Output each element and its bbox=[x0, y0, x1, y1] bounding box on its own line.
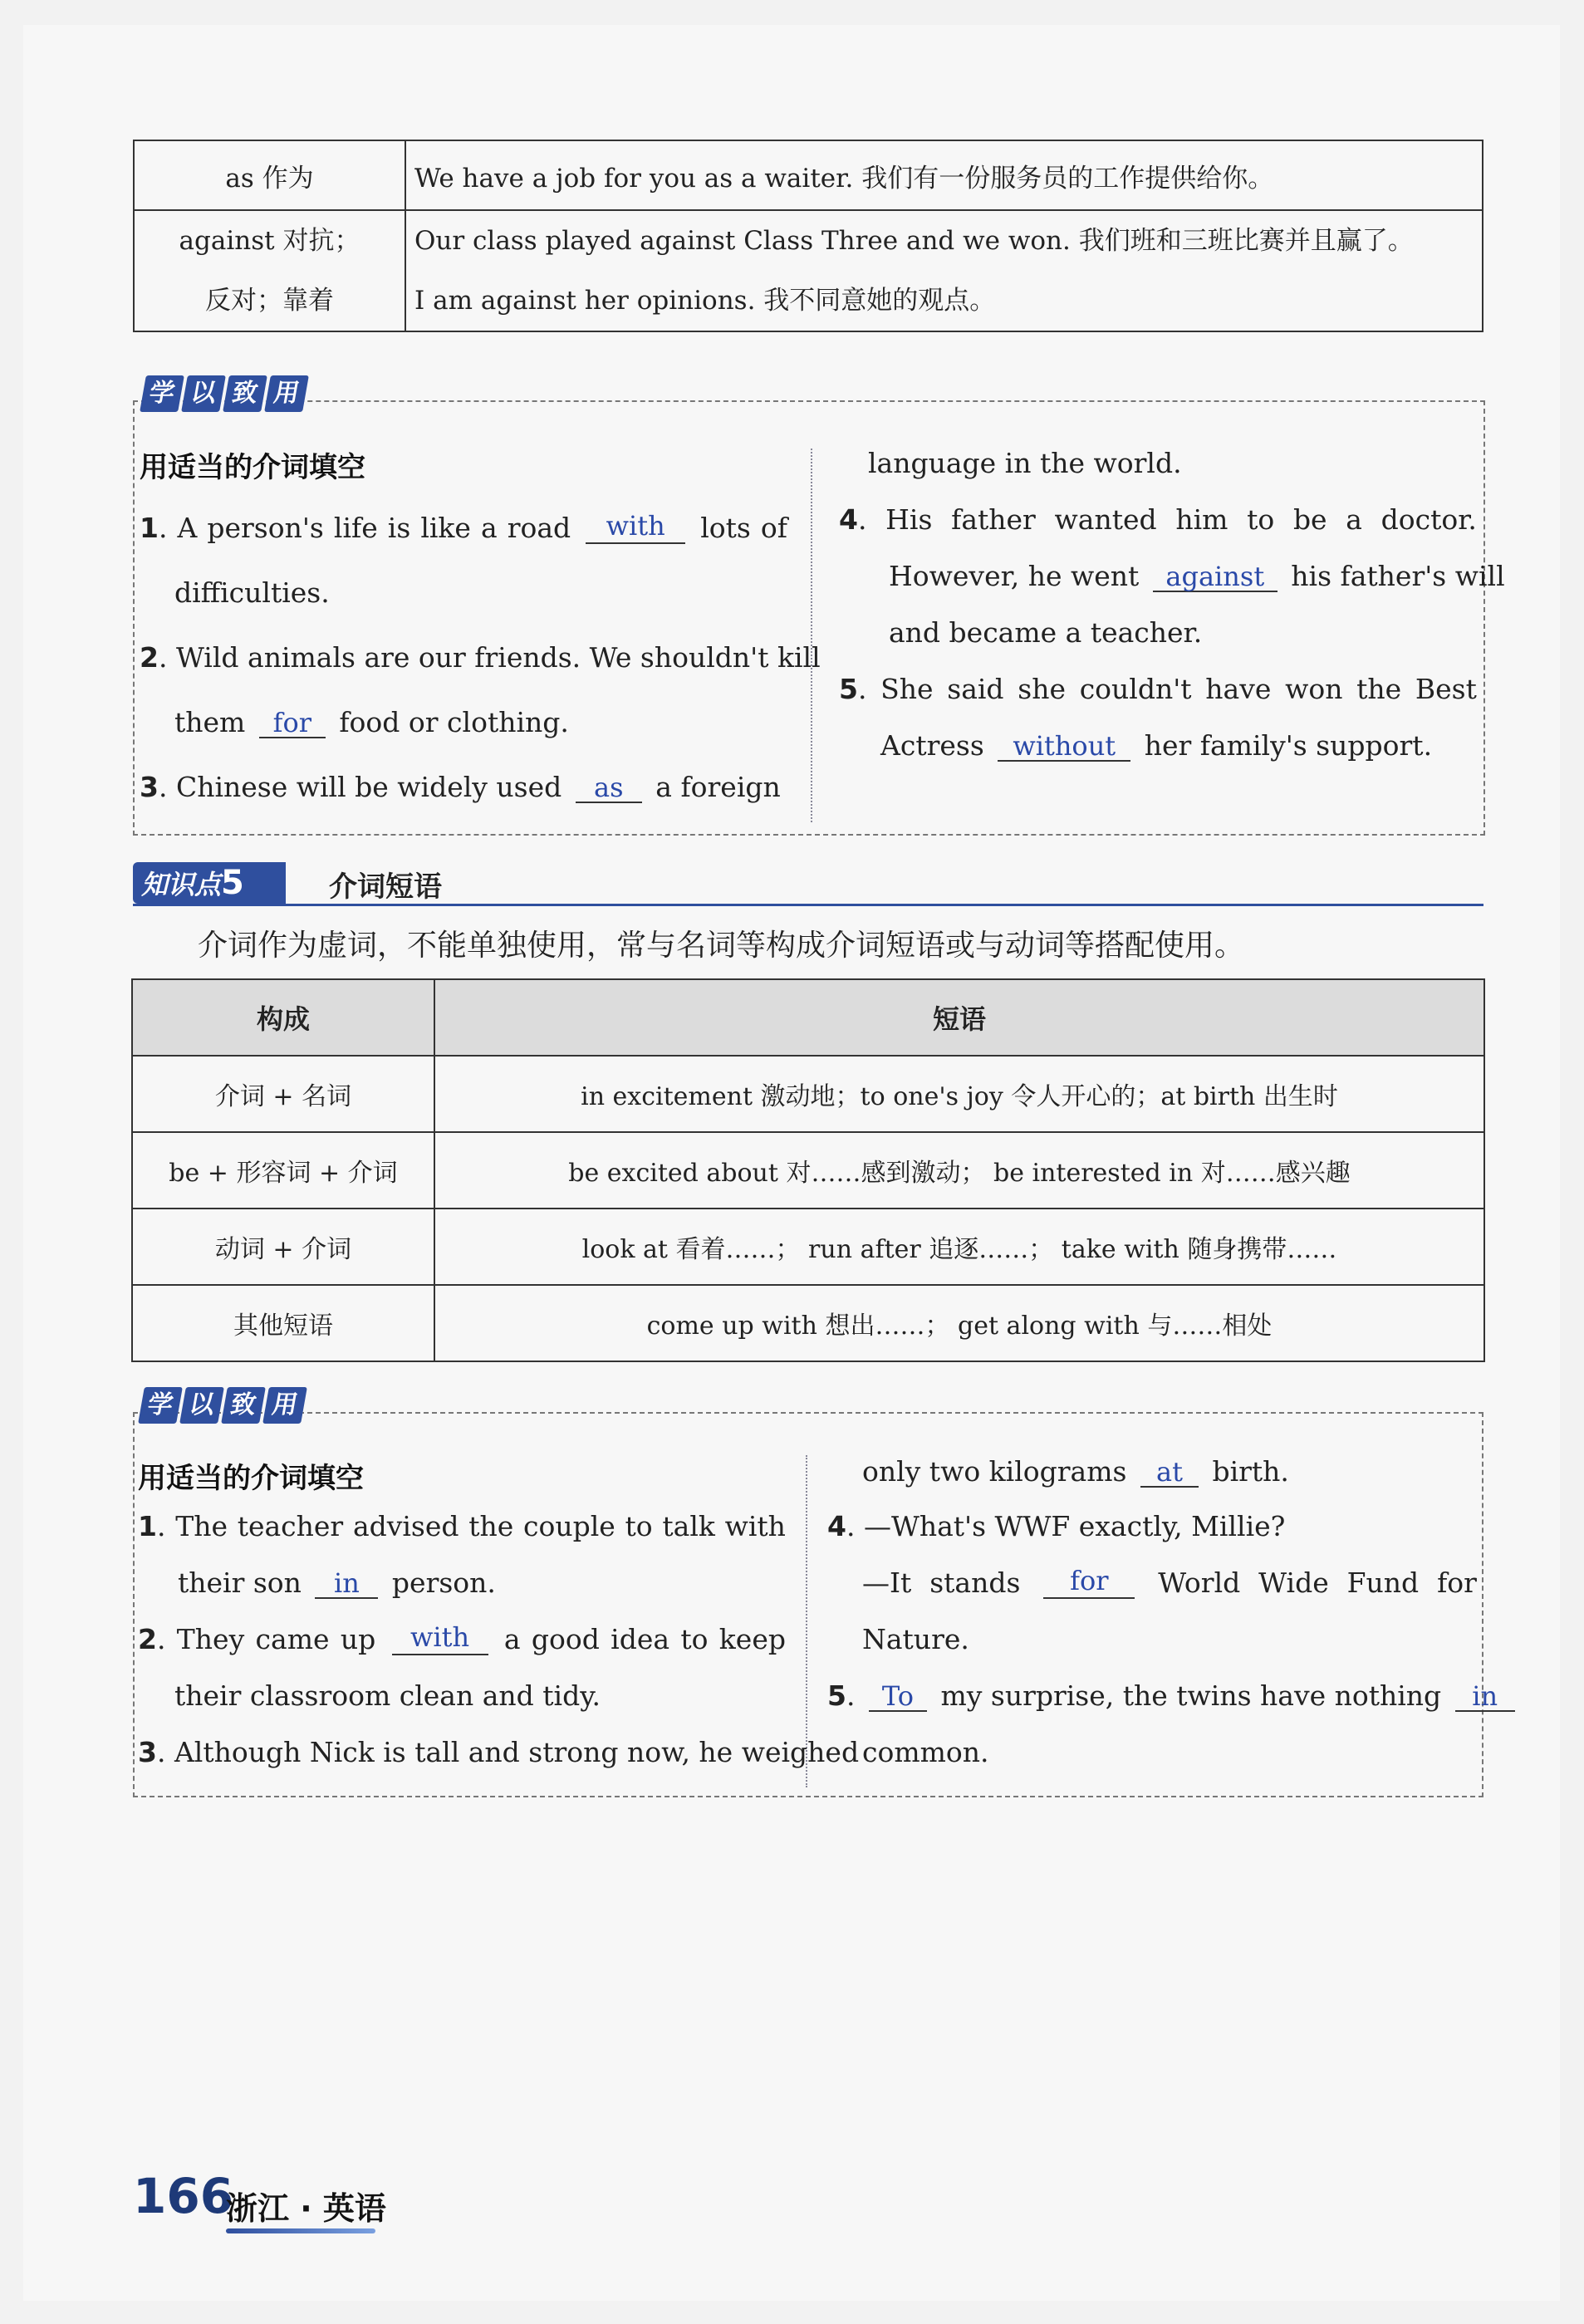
footer-title: 浙江 · 英语 bbox=[226, 2190, 386, 2227]
answer-blank[interactable]: for bbox=[1043, 1566, 1135, 1599]
question-2: 2. They came up with a good idea to keep bbox=[138, 1621, 786, 1655]
word: the bbox=[468, 1510, 514, 1542]
practice-badge bbox=[141, 1387, 304, 1424]
phrase-cell: come up with 想出……； get along with 与……相处 bbox=[434, 1285, 1484, 1361]
word: be bbox=[1292, 503, 1327, 536]
word: to bbox=[680, 1623, 709, 1655]
table-row bbox=[134, 140, 1483, 210]
question-text: —What's WWF exactly, Millie? bbox=[863, 1510, 1286, 1542]
word: His bbox=[885, 503, 933, 536]
question-3: 3. Although Nick is tall and strong now, he weighed bbox=[138, 1736, 860, 1768]
page-number: 166 bbox=[133, 2168, 234, 2224]
word: Best bbox=[1415, 673, 1477, 705]
question-number: 3 bbox=[138, 1736, 157, 1768]
answer-blank[interactable]: To bbox=[869, 1682, 927, 1712]
structure-cell: 其他短语 bbox=[132, 1285, 434, 1361]
question-4-line-2 bbox=[862, 1566, 1477, 1599]
example-line: I am against her opinions. 我不同意她的观点。 bbox=[414, 286, 996, 316]
question-1-line-2 bbox=[178, 1566, 496, 1599]
question-continuation: Nature. bbox=[862, 1623, 969, 1655]
answer-blank[interactable]: without bbox=[998, 732, 1130, 762]
word: to bbox=[625, 1510, 653, 1542]
word: good bbox=[531, 1623, 600, 1655]
question-text: food or clothing. bbox=[339, 706, 569, 738]
word: doctor. bbox=[1380, 503, 1477, 536]
answer-blank[interactable]: for bbox=[259, 708, 326, 738]
structure-cell: be + 形容词 + 介词 bbox=[132, 1132, 434, 1209]
table-row bbox=[132, 1132, 1484, 1209]
answer-blank[interactable]: against bbox=[1153, 562, 1277, 592]
knowledge-point-badge bbox=[133, 862, 286, 904]
example-cell bbox=[405, 210, 1483, 331]
word: of bbox=[760, 512, 787, 544]
phrase-cell: look at 看着……； run after 追逐……； take with 随身携带…… bbox=[434, 1209, 1484, 1285]
example-line: Our class played against Class Three and we won. 我们班和三班比赛并且赢了。 bbox=[414, 226, 1414, 256]
question-4: 4. His father wanted him to be a doctor. bbox=[839, 503, 1477, 536]
table-row bbox=[132, 1056, 1484, 1132]
question-4-line-2 bbox=[889, 560, 1505, 592]
table-header-row bbox=[132, 979, 1484, 1056]
word: life bbox=[333, 512, 378, 544]
question-text: However, he went bbox=[889, 560, 1140, 592]
question-5: 5. To my surprise, the twins have nothing in bbox=[827, 1679, 1520, 1712]
word-cell bbox=[134, 210, 405, 331]
example-cell: We have a job for you as a waiter. 我们有一份服务员的工作提供给你。 bbox=[405, 140, 1483, 210]
phrase-cell: be excited about 对……感到激动； be interested in 对……感兴趣 bbox=[434, 1132, 1484, 1209]
knowledge-point-intro: 介词作为虚词，不能单独使用，常与名词等构成介词短语或与动词等搭配使用。 bbox=[198, 929, 1245, 963]
word: father bbox=[951, 503, 1036, 536]
word: talk bbox=[662, 1510, 715, 1542]
column-header: 构成 bbox=[132, 979, 434, 1056]
question-text: person. bbox=[391, 1566, 496, 1599]
question-continuation: language in the world. bbox=[868, 447, 1182, 479]
word: came bbox=[255, 1623, 330, 1655]
question-text: birth. bbox=[1212, 1455, 1289, 1488]
answer-blank[interactable]: with bbox=[586, 512, 685, 544]
question-number: 4 bbox=[827, 1510, 846, 1542]
answer-blank[interactable]: with bbox=[392, 1623, 488, 1655]
question-5: 5. She said she couldn't have won the Best bbox=[839, 673, 1477, 705]
column-divider bbox=[811, 449, 812, 822]
column-header: 短语 bbox=[434, 979, 1484, 1056]
word: A bbox=[177, 512, 198, 544]
knowledge-point-number: 5 bbox=[221, 864, 244, 902]
table-row bbox=[134, 210, 1483, 331]
question-2-line-2 bbox=[174, 706, 569, 738]
word-line: 反对；靠着 bbox=[205, 286, 334, 316]
word: a bbox=[481, 512, 498, 544]
word: wanted bbox=[1054, 503, 1157, 536]
phrase-table bbox=[131, 978, 1485, 1362]
word: the bbox=[1356, 673, 1402, 705]
word: like bbox=[420, 512, 471, 544]
word: keep bbox=[718, 1623, 786, 1655]
exercise-title: 用适当的介词填空 bbox=[140, 451, 365, 484]
word: stands bbox=[929, 1566, 1021, 1599]
question-text: their son bbox=[178, 1566, 302, 1599]
question-text: Although Nick is tall and strong now, he weighed bbox=[174, 1736, 860, 1768]
question-1: 1. A person's life is like a road with lots of bbox=[140, 510, 787, 544]
badge-char: 学 bbox=[140, 375, 184, 412]
phrase-cell: in excitement 激动地；to one's joy 令人开心的；at birth 出生时 bbox=[434, 1056, 1484, 1132]
word: idea bbox=[611, 1623, 670, 1655]
word: couldn't bbox=[1079, 673, 1192, 705]
question-number: 2 bbox=[140, 641, 159, 674]
word: won bbox=[1285, 673, 1343, 705]
word: said bbox=[947, 673, 1004, 705]
word: is bbox=[387, 512, 411, 544]
footer-underline bbox=[226, 2228, 375, 2233]
question-text: Chinese will be widely used bbox=[175, 771, 562, 803]
question-text: them bbox=[174, 706, 246, 738]
badge-char: 致 bbox=[223, 375, 267, 412]
word: lots bbox=[700, 512, 751, 544]
answer-blank[interactable]: in bbox=[315, 1569, 378, 1599]
table-row bbox=[132, 1209, 1484, 1285]
question-number: 5 bbox=[827, 1679, 846, 1712]
word: him bbox=[1175, 503, 1228, 536]
question-text: Actress bbox=[880, 729, 984, 762]
question-text: Wild animals are our friends. We shouldn't kill bbox=[175, 641, 821, 674]
word: —It bbox=[862, 1566, 912, 1599]
answer-blank[interactable]: in bbox=[1455, 1682, 1515, 1712]
badge-char: 学 bbox=[138, 1387, 183, 1424]
badge-char: 用 bbox=[264, 375, 309, 412]
question-continuation: common. bbox=[862, 1736, 989, 1768]
question-number: 4 bbox=[839, 503, 858, 536]
structure-cell: 动词 + 介词 bbox=[132, 1209, 434, 1285]
badge-char: 以 bbox=[179, 1387, 224, 1424]
word: have bbox=[1205, 673, 1272, 705]
word: World bbox=[1158, 1566, 1241, 1599]
word: a bbox=[1346, 503, 1362, 536]
preposition-table bbox=[133, 140, 1483, 332]
word: teacher bbox=[237, 1510, 344, 1542]
answer-blank[interactable]: as bbox=[576, 773, 642, 803]
word: a bbox=[503, 1623, 521, 1655]
word-line: against 对抗； bbox=[179, 226, 360, 256]
word: with bbox=[724, 1510, 786, 1542]
table-row bbox=[132, 1285, 1484, 1361]
question-number: 5 bbox=[839, 673, 858, 705]
question-3: 3. Chinese will be widely used as a foreign bbox=[140, 771, 781, 803]
question-1: 1. The teacher advised the couple to talk with bbox=[138, 1510, 786, 1542]
question-continuation: difficulties. bbox=[174, 576, 330, 609]
word-cell: as 作为 bbox=[134, 140, 405, 210]
word: She bbox=[880, 673, 934, 705]
word: road bbox=[507, 512, 571, 544]
practice-badge bbox=[143, 375, 306, 412]
word: she bbox=[1018, 673, 1066, 705]
question-number: 2 bbox=[138, 1623, 157, 1655]
question-text: a foreign bbox=[655, 771, 781, 803]
word: Fund bbox=[1346, 1566, 1420, 1599]
question-5-line-2 bbox=[880, 729, 1432, 762]
word: couple bbox=[523, 1510, 615, 1542]
word: The bbox=[175, 1510, 228, 1542]
question-4: 4. —What's WWF exactly, Millie? bbox=[827, 1510, 1286, 1542]
badge-char: 致 bbox=[221, 1387, 266, 1424]
knowledge-point-label: 知识点 bbox=[141, 869, 222, 900]
question-continuation: their classroom clean and tidy. bbox=[174, 1679, 601, 1712]
word: They bbox=[176, 1623, 245, 1655]
word: up bbox=[340, 1623, 376, 1655]
badge-char: 用 bbox=[262, 1387, 307, 1424]
question-number: 1 bbox=[140, 512, 159, 544]
word: to bbox=[1247, 503, 1275, 536]
question-text: his father's will bbox=[1291, 560, 1505, 592]
question-number: 1 bbox=[138, 1510, 157, 1542]
question-2: 2. Wild animals are our friends. We shouldn't kill bbox=[140, 641, 821, 674]
structure-cell: 介词 + 名词 bbox=[132, 1056, 434, 1132]
word: advised bbox=[352, 1510, 459, 1542]
question-text: my surprise, the twins have nothing bbox=[940, 1679, 1442, 1712]
answer-blank[interactable]: at bbox=[1140, 1458, 1199, 1488]
question-text: only two kilograms bbox=[862, 1455, 1127, 1488]
knowledge-point-title: 介词短语 bbox=[329, 870, 442, 904]
badge-char: 以 bbox=[181, 375, 226, 412]
word: Wide bbox=[1258, 1566, 1329, 1599]
exercise-title: 用适当的介词填空 bbox=[138, 1462, 364, 1495]
word: person's bbox=[207, 512, 324, 544]
question-3-line-2 bbox=[862, 1455, 1289, 1488]
question-text: her family's support. bbox=[1144, 729, 1433, 762]
question-number: 3 bbox=[140, 771, 159, 803]
question-continuation: and became a teacher. bbox=[889, 616, 1203, 649]
word: for bbox=[1437, 1566, 1477, 1599]
knowledge-point-rule bbox=[133, 904, 1483, 906]
